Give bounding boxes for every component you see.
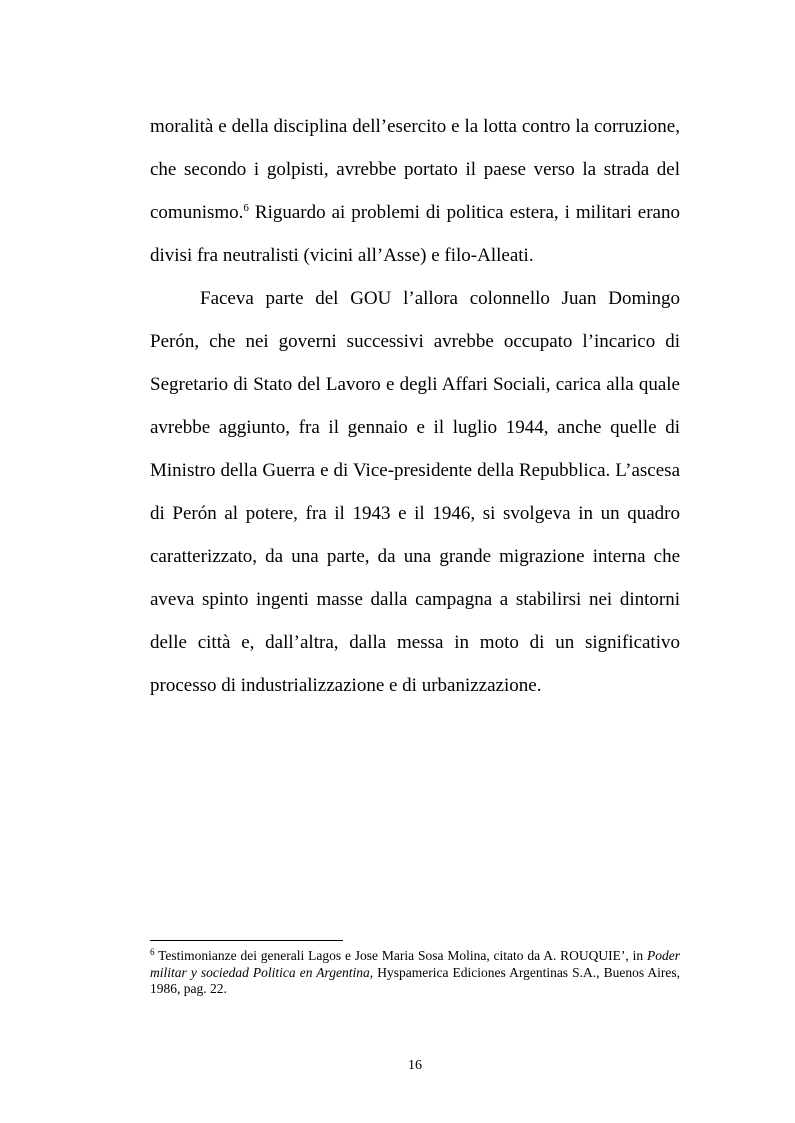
paragraph-1-text-b: Riguardo ai problemi di politica estera, i militari erano divisi fra neutralisti (vicini all’Asse) e filo-Alleati. bbox=[150, 202, 680, 266]
paragraph-1 bbox=[150, 105, 680, 277]
paragraph-1-text-a: moralità e della disciplina dell’esercito e la lotta contro la corruzione, che secondo i golpisti, avrebbe portato il paese verso la strada del comunismo. bbox=[150, 116, 680, 223]
footnote bbox=[150, 948, 680, 998]
body-text bbox=[150, 105, 680, 707]
footnote-text-a: Testimonianze dei generali Lagos e Jose Maria Sosa Molina, citato da A. ROUQUIE’, in bbox=[154, 948, 647, 963]
footnote-reference[interactable]: 6 bbox=[243, 202, 249, 214]
footnote-number: 6 bbox=[150, 947, 155, 957]
footnote-separator bbox=[150, 940, 343, 941]
page-number: 16 bbox=[408, 1058, 422, 1073]
paragraph-2: Faceva parte del GOU l’allora colonnello Juan Domingo Perón, che nei governi successivi avrebbe occupato l’incarico di Segretario di Stato del Lavoro e degli Affari Sociali, carica alla quale avrebbe aggiunto, fra il gennaio e il luglio 1944, anche quelle di Ministro della Guerra e di Vice-presidente della Repubblica. L’ascesa di Perón al potere, fra il 1943 e il 1946, si svolgeva in un quadro caratterizzato, da una parte, da una grande migrazione interna che aveva spinto ingenti masse dalla campagna a stabilirsi nei dintorni delle città e, dall’altra, dalla messa in moto di un significativo processo di industrializzazione e di urbanizzazione. bbox=[150, 288, 680, 696]
footnote-text-b: Hyspamerica Ediciones Argentinas S.A., Buenos Aires, 1986, pag. 22. bbox=[150, 964, 681, 996]
footnote-book-title: Poder militar y sociedad Politica en Argentina, bbox=[150, 948, 680, 980]
